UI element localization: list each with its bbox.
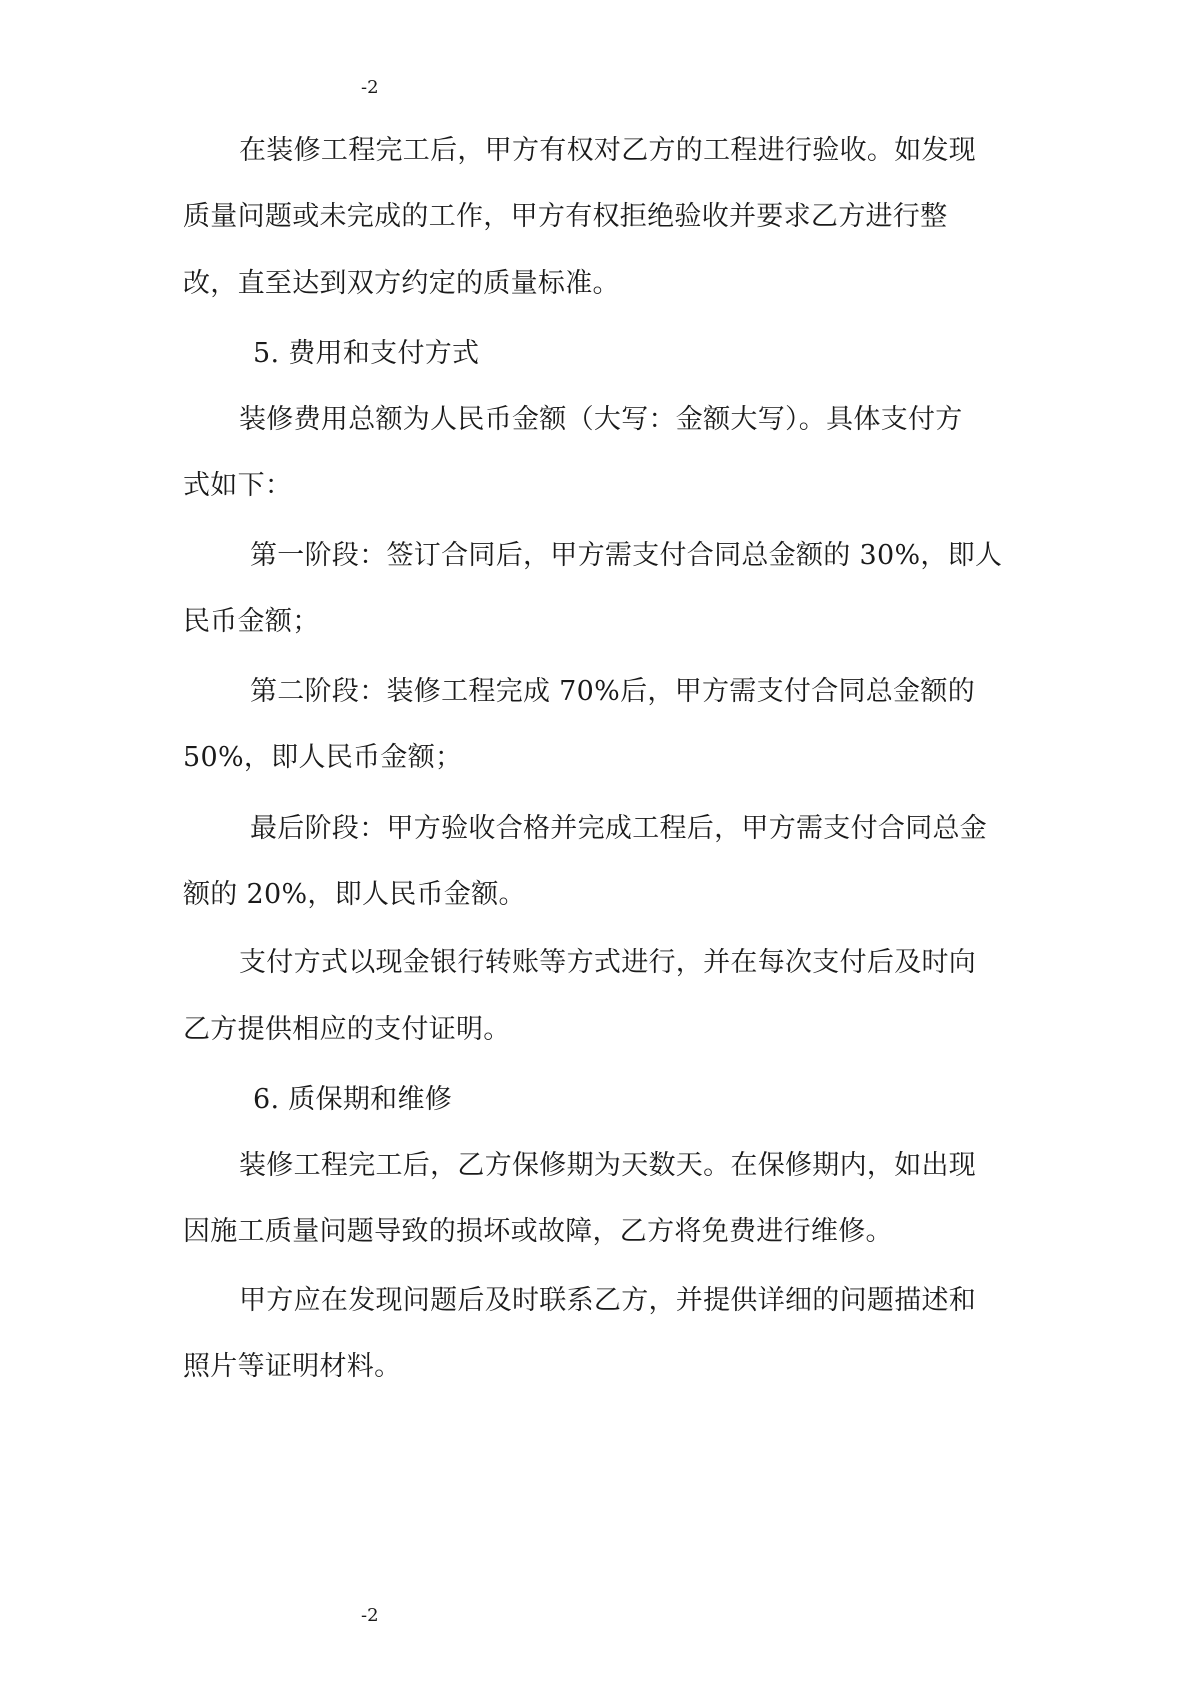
paragraph-line: 甲方应在发现问题后及时联系乙方，并提供详细的问题描述和 [239, 1285, 977, 1316]
paragraph-line: 支付方式以现金银行转账等方式进行，并在每次支付后及时向 [239, 947, 977, 978]
paragraph-line: 在装修工程完工后，甲方有权对乙方的工程进行验收。如发现 [239, 135, 977, 166]
paragraph-line: 因施工质量问题导致的损坏或故障，乙方将免费进行维修。 [183, 1216, 893, 1247]
paragraph-line: 第一阶段：签订合同后，甲方需支付合同总金额的 30%，即人 [250, 540, 1003, 571]
paragraph-line: 装修工程完工后，乙方保修期为天数天。在保修期内，如出现 [239, 1150, 977, 1181]
paragraph-line: 改，直至达到双方约定的质量标准。 [183, 268, 620, 299]
section-heading: 6. 质保期和维修 [253, 1084, 453, 1115]
header-page-number: -2 [361, 77, 379, 98]
footer-page-number: -2 [361, 1605, 379, 1626]
paragraph-line: 第二阶段：装修工程完成 70%后，甲方需支付合同总金额的 [250, 676, 975, 707]
paragraph-line: 照片等证明材料。 [183, 1351, 402, 1382]
paragraph-line: 装修费用总额为人民币金额（大写：金额大写）。具体支付方 [239, 404, 963, 435]
paragraph-line: 式如下： [183, 470, 293, 501]
paragraph-line: 质量问题或未完成的工作，甲方有权拒绝验收并要求乙方进行整 [183, 201, 948, 232]
paragraph-line: 最后阶段：甲方验收合格并完成工程后，甲方需支付合同总金 [250, 813, 988, 844]
paragraph-line: 民币金额； [183, 606, 320, 637]
paragraph-line: 50%，即人民币金额； [183, 742, 463, 773]
section-heading: 5. 费用和支付方式 [253, 338, 480, 369]
paragraph-line: 额的 20%，即人民币金额。 [183, 879, 526, 910]
paragraph-line: 乙方提供相应的支付证明。 [183, 1014, 511, 1045]
